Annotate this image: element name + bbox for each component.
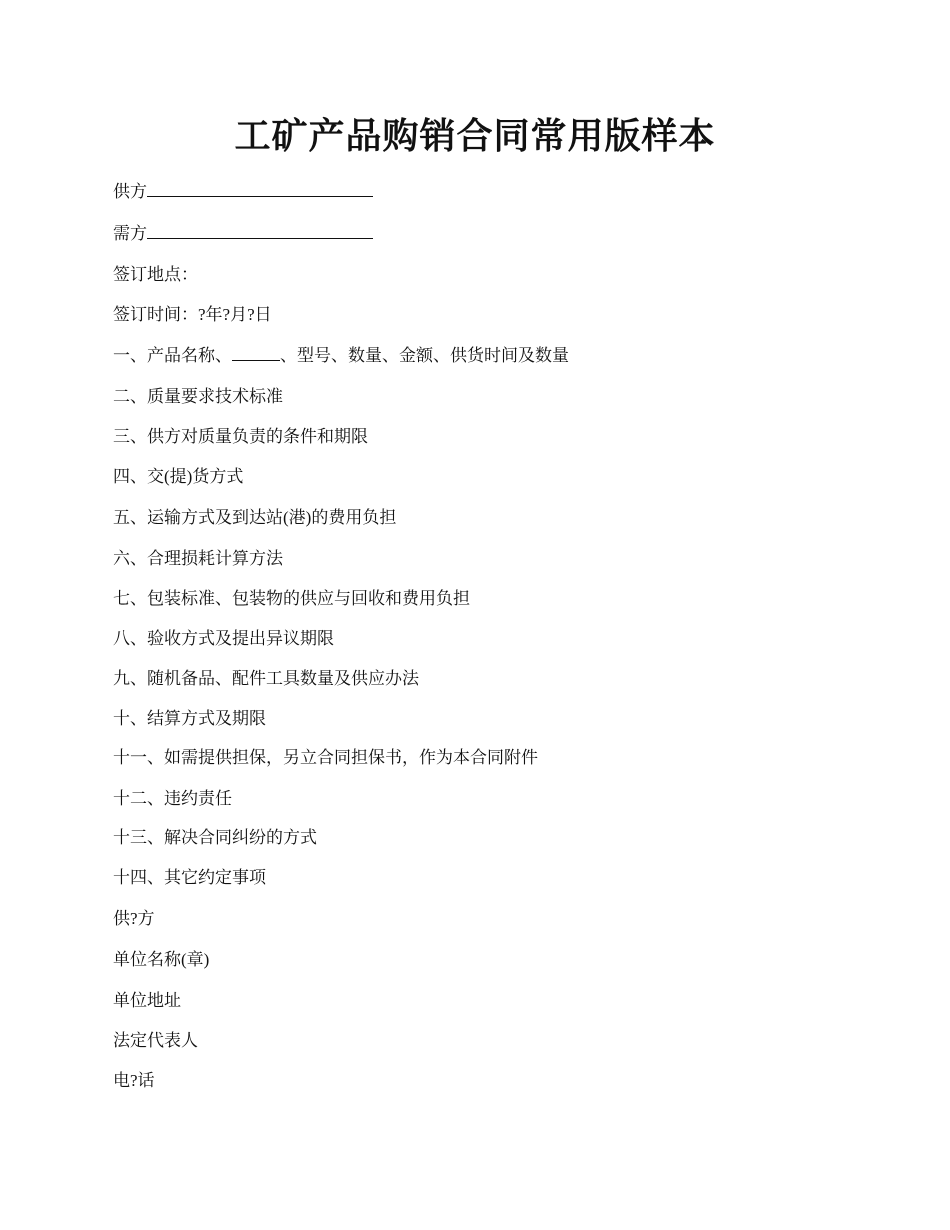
- sign-place: 签订地点：: [113, 265, 198, 284]
- clause-item: 十一、如需提供担保，另立合同担保书，作为本合同附件: [113, 748, 538, 767]
- clause-item: 七、包装标准、包装物的供应与回收和费用负担: [113, 589, 470, 608]
- signature-line: 单位地址: [113, 991, 181, 1010]
- clause-item: 三、供方对质量负责的条件和期限: [113, 427, 368, 446]
- clause-item: 二、质量要求技术标准: [113, 387, 283, 406]
- product-name-blank: [232, 344, 280, 361]
- buyer-blank: [147, 222, 373, 239]
- signature-line: 法定代表人: [113, 1031, 198, 1050]
- buyer-label: 需方: [113, 224, 147, 243]
- clause-item1-suffix: 、型号、数量、金额、供货时间及数量: [280, 346, 569, 365]
- sign-time: 签订时间：?年?月?日: [113, 305, 272, 324]
- signature-line: 单位名称(章): [113, 950, 210, 969]
- buyer-line: [113, 222, 373, 246]
- clause-item: 十三、解决合同纠纷的方式: [113, 828, 317, 847]
- supplier-line: [113, 180, 373, 204]
- clause-item: 十二、违约责任: [113, 789, 232, 808]
- clause-item: 十四、其它约定事项: [113, 868, 266, 887]
- signature-line: 电?话: [113, 1071, 155, 1090]
- clause-item: 九、随机备品、配件工具数量及供应办法: [113, 669, 419, 688]
- clause-item: 四、交(提)货方式: [113, 467, 244, 486]
- clause-item: [113, 344, 569, 368]
- clause-item: 十、结算方式及期限: [113, 709, 266, 728]
- signature-line: 供?方: [113, 909, 155, 928]
- clause-item: 八、验收方式及提出异议期限: [113, 629, 334, 648]
- supplier-blank: [147, 180, 373, 197]
- supplier-label: 供方: [113, 182, 147, 201]
- clause-item1-prefix: 一、产品名称、: [113, 346, 232, 365]
- clause-item: 六、合理损耗计算方法: [113, 549, 283, 568]
- clause-item: 五、运输方式及到达站(港)的费用负担: [113, 508, 397, 527]
- document-title: 工矿产品购销合同常用版样本: [234, 116, 716, 156]
